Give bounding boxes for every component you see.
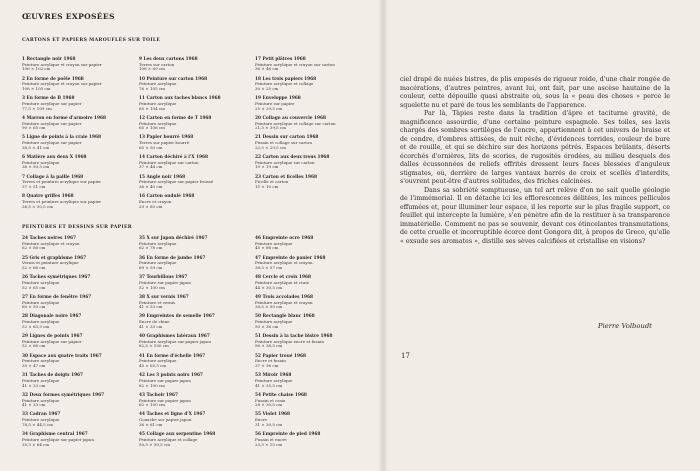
entry-detail: 41 × 33 cm: [139, 323, 163, 329]
entry-title: 10 Peinture sur carton 1968: [139, 76, 208, 82]
entry-title: 37 Tourbillons 1967: [139, 275, 188, 281]
entry-detail: Peinture acrylique encre et fusain: [255, 338, 324, 344]
entry-detail: Peinture acrylique: [139, 100, 177, 106]
entry-detail: 65 × 50 cm: [139, 144, 163, 150]
entry-detail: Peinture acrylique sur papier japon: [139, 338, 211, 344]
entry-detail: 76 × 105 cm: [139, 86, 165, 92]
catalog-entry: [139, 276, 247, 290]
entry-detail: 38,5 × 57 cm: [255, 265, 283, 271]
catalog-entry: [22, 394, 130, 408]
catalog-entry: [22, 276, 130, 290]
catalog-entry: [139, 374, 247, 388]
entry-title: 48 Cercle et croix 1968: [255, 275, 311, 281]
entry-title: 7 Collage à la paille 1968: [22, 174, 84, 180]
catalog-entry: [255, 433, 363, 447]
entry-detail: 78,5 × 44,5 cm: [22, 421, 54, 427]
entry-detail: Peinture acrylique et crayon: [255, 260, 313, 266]
catalog-entry: [139, 117, 247, 131]
entry-title: 22 Carton aux deux trous 1968: [255, 155, 330, 161]
entry-detail: Gouache sur papier japon: [139, 417, 192, 423]
entry-detail: Peinture sur papier japon: [139, 377, 191, 383]
entry-title: 5 Ligne de points à la craie 1968: [22, 135, 101, 141]
section1-column-2: [139, 58, 247, 215]
entry-title: 30 Espace aux quatre traits 1967: [22, 353, 102, 359]
catalog-entry: [139, 257, 247, 271]
entry-detail: 52 × 65 cm: [22, 284, 46, 290]
entry-detail: Peinture acrylique: [255, 319, 293, 325]
catalog-entry: [22, 374, 130, 388]
entry-detail: Peinture acrylique sur papier: [22, 338, 82, 344]
entry-detail: 65 × 106 cm: [139, 125, 165, 131]
entry-detail: Peinture acrylique: [22, 319, 60, 325]
catalog-entry: [255, 315, 363, 329]
entry-detail: 15 × 10 cm: [255, 184, 279, 190]
entry-detail: 22,5 × 29,5 cm: [255, 144, 287, 150]
entry-detail: Vernis et peinture acrylique: [22, 260, 79, 266]
entry-title: 27 En forme de fenêtre 1967: [22, 294, 92, 300]
entry-title: 28 Diagonale noire 1967: [22, 314, 82, 320]
entry-detail: Peinture sur papier japon: [139, 397, 191, 403]
catalog-entry: [255, 355, 363, 369]
entry-title: 33 Cadran 1967: [22, 412, 61, 418]
catalog-entry: [139, 195, 247, 209]
catalog-entry: [139, 394, 247, 408]
entry-detail: Peinture sur papier japon: [139, 279, 191, 285]
section2-column-2: [139, 237, 247, 453]
entry-detail: 77,5 × 109 cm: [22, 105, 52, 111]
entry-detail: Peinture acrylique: [22, 159, 60, 165]
catalog-entry: [255, 276, 363, 290]
entry-title: 19 Enveloppe 1968: [255, 96, 301, 102]
catalog-entry: [255, 237, 363, 251]
essay-paragraph: Par là, Tàpies reste dans la tradition d'âpre et taciturne gravité, de magnificence assourdie, d'une certaine peinture espagnole. Ses toiles, ses lavis chargés des sombres sortilèges de l'encre, appartiennent à cet univers de braise et de cendre, d'ombres attisées, de nuit rêche, d'évidences torrides, couleur de bure et de rouille, et qui se déchire sur des horizons pétrés. Espaces brûlants, déserts écorchés d'ornières, lits de scories, de rugosités érodées, au milieu desquels des dalles écussonnées de reliefs effrités dressent leurs faces blessées d'anguleux stigmates, où, derrière de larges vantaux barrés de croix et scellés d'interdits, s'ouvrent peut-être d'autres solitudes, des friches calcinées.: [400, 110, 670, 185]
catalog-entry: [22, 97, 130, 111]
entry-detail: 90 × 65 cm: [22, 125, 46, 131]
entry-detail: 36 × 61 cm: [139, 421, 163, 427]
catalog-entry: [22, 136, 130, 150]
entry-title: 40 Graphismes latéraux 1967: [139, 334, 210, 340]
entry-title: 11 Carton aux taches blancs 1968: [139, 96, 221, 102]
entry-detail: 69 × 59 cm: [139, 265, 163, 271]
entry-detail: Peinture acrylique et crayon: [22, 240, 80, 246]
entry-title: 35 X sur Japon déchiré 1967: [139, 236, 208, 241]
entry-detail: 23,5 × 15 cm: [255, 441, 283, 447]
entry-detail: 36 × 50,5 cm: [22, 164, 50, 170]
entry-title: 47 Empreinte de panier 1968: [255, 255, 326, 261]
entry-detail: Peinture et vernis: [139, 299, 176, 305]
entry-title: 31 Taches de doigts 1967: [22, 373, 84, 379]
entry-detail: Peinture acrylique et crayon: [255, 299, 313, 305]
essay-paragraph: ciel drapé de nuées bistres, de plis empesés de rigueur roide, d'une chair rongée de macérations, d'autres peintres, avant lui, ont fait, par une ascèse hautaine de la couleur, cette dépouille quasi abstraite où, sous la « peau des choses » perce le squelette nu et paré de tous les semblants de l'apparence.: [400, 76, 670, 109]
catalog-entry: [139, 355, 247, 369]
entry-title: 14 Carton déchiré à l'X 1968: [139, 155, 209, 161]
catalog-entry: [255, 257, 363, 271]
entry-title: 18 Les trois papiers 1968: [255, 76, 317, 82]
entry-detail: 36 × 48 cm: [255, 66, 279, 72]
entry-detail: 56 × 38,5 cm: [255, 343, 283, 349]
catalog-entry: [22, 433, 130, 447]
entry-detail: Peinture acrylique et collage: [139, 436, 198, 442]
entry-detail: Peinture acrylique: [139, 240, 177, 246]
section-heading-peintures: PEINTURES ET DESSINS SUR PAPIER: [22, 225, 132, 230]
entry-detail: 30 × 25 cm: [255, 86, 279, 92]
catalog-entry: [22, 176, 130, 190]
entry-detail: 37 × 44 cm: [139, 164, 163, 170]
entry-title: 45 Collage aux serpentine 1968: [139, 432, 216, 438]
entry-detail: Terres et peinture acrylique sur papier: [22, 179, 102, 185]
entry-detail: Peinture acrylique: [139, 81, 177, 87]
entry-title: 41 En forme d'échelle 1967: [139, 353, 206, 359]
page-number: 17: [401, 352, 410, 360]
entry-detail: 52 × 65,5 cm: [22, 323, 50, 329]
entry-title: 39 Empreintes de semelle 1967: [139, 314, 215, 320]
entry-detail: Peinture acrylique sur papier: [22, 120, 82, 126]
catalog-entry: [139, 433, 247, 447]
entry-title: 13 Papier bourré 1968: [139, 135, 194, 141]
entry-title: 32 Deux formes symétriques 1967: [22, 392, 105, 398]
catalog-entry: [139, 413, 247, 427]
entry-title: 1 Rectangle noir 1968: [22, 57, 76, 62]
entry-detail: Peinture acrylique sur papier froissé: [139, 179, 214, 185]
entry-title: 42 Les 3 points noirs 1967: [139, 373, 203, 379]
catalog-entry: [255, 176, 363, 190]
entry-detail: 35,5 × 64 cm: [22, 441, 50, 447]
entry-detail: Peinture acrylique sur carton: [139, 159, 199, 165]
catalog-entry: [139, 335, 247, 349]
entry-detail: Peinture acrylique: [255, 240, 293, 246]
entry-title: 24 Taches noires 1967: [22, 236, 76, 241]
essay-author: Pierre Volboudt: [598, 322, 652, 330]
entry-detail: Peinture acrylique sur papier: [22, 140, 82, 146]
entry-detail: Peinture acrylique et collage: [255, 81, 314, 87]
entry-detail: 41 × 35,5 cm: [255, 382, 283, 388]
catalog-entry: [255, 117, 363, 131]
section-heading-cartons: CARTONS ET PAPIERS MAROUFLÉS SUR TOILE: [22, 38, 161, 43]
entry-detail: Peinture acrylique et crayon sur papier: [22, 81, 102, 87]
section1-column-3: [255, 58, 363, 195]
entry-detail: 62 × 100 cm: [139, 382, 165, 388]
catalog-entry: [22, 315, 130, 329]
entry-title: 15 Angle noir 1968: [139, 174, 186, 180]
entry-detail: 62 × 86 cm: [22, 245, 46, 251]
entry-detail: 108 × 69 cm: [139, 66, 165, 72]
entry-title: 29 Lignes de points 1967: [22, 334, 83, 340]
entry-detail: Encre et crayon: [139, 198, 172, 204]
catalog-entry: [139, 156, 247, 170]
entry-detail: 41 × 33 cm: [139, 304, 163, 310]
entry-detail: 52 × 100 cm: [139, 284, 165, 290]
entry-detail: Peinture acrylique: [22, 299, 60, 305]
entry-detail: Peinture acrylique et crayon sur carton: [255, 61, 335, 67]
catalog-entry: [22, 237, 130, 251]
entry-detail: 50,5 × 30,5 cm: [139, 441, 171, 447]
catalog-entry: [22, 355, 130, 369]
entry-title: 8 Quatre griffes 1968: [22, 194, 74, 200]
entry-detail: 52 × 66 cm: [22, 343, 46, 349]
entry-detail: 108 × 105 cm: [22, 86, 51, 92]
entry-title: 21 Dessin sur carton 1968: [255, 135, 319, 141]
entry-title: 17 Petit plâtres 1968: [255, 57, 306, 62]
entry-detail: 31 × 30,5 cm: [255, 421, 283, 427]
entry-detail: Fusain et encre: [255, 436, 287, 442]
entry-title: 3 En forme de B 1968: [22, 96, 75, 102]
entry-detail: 36 × 40 cm: [139, 184, 163, 190]
entry-detail: 106 × 102 cm: [22, 66, 51, 72]
catalog-entry: [22, 296, 130, 310]
catalog-entry: [255, 78, 363, 92]
entry-detail: Peinture acrylique: [139, 120, 177, 126]
entry-title: 43 Tachoir 1967: [139, 392, 179, 398]
catalog-entry: [255, 413, 363, 427]
entry-detail: 25 × 29,5 cm: [255, 105, 283, 111]
entry-title: 55 Violet 1968: [255, 412, 291, 418]
catalog-entry: [255, 374, 363, 388]
entry-detail: Ficelle et carton: [255, 179, 289, 185]
catalog-entry: [22, 156, 130, 170]
entry-detail: Terres sur papier bourré: [139, 140, 190, 146]
catalog-entry: [255, 394, 363, 408]
entry-detail: Peinture acrylique et craie: [255, 279, 310, 285]
entry-title: 51 Dessin à la tache bistre 1968: [255, 334, 333, 340]
essay-paragraph: Dans sa sobriété somptueuse, un tel art relève d'on ne sait quelle géologie de l'immémorial. Il en détache ici les efflorescences délitées, les minces pellicules effumées et, pour illuminer leur espace, il les reporte sur le plus fragile support, ce feuillet qui intercepte la lumière, s'en pénètre afin de la restituer à sa transparence immatérielle. Comment ne pas se souvenir, devant ces étincelantes transmutations, de cette cruelle et incorruptible écorce dont Gongora dit, à propos de Greco, qu'elle « exsude ses aromates », distille ses sèves calcifiées et cristallise en visions?: [400, 186, 670, 245]
entry-title: 25 Gris et graphisme 1967: [22, 255, 87, 261]
entry-detail: 26,5 × 30,5 cm: [22, 203, 54, 209]
entry-detail: 21,5 × 39,5 cm: [255, 125, 287, 131]
entry-detail: Peinture acrylique: [255, 377, 293, 383]
entry-detail: 45 × 88 cm: [255, 245, 279, 251]
catalog-entry: [139, 136, 247, 150]
entry-title: 50 Rectangle blanc 1968: [255, 314, 315, 320]
catalog-entry: [139, 58, 247, 72]
entry-title: 36 En forme de jambe 1967: [139, 255, 206, 261]
entry-detail: Peinture acrylique sur papier: [22, 100, 82, 106]
catalog-entry: [255, 335, 363, 349]
catalog-entry: [255, 296, 363, 310]
entry-detail: 52 × 66 cm: [22, 265, 46, 271]
entry-detail: 62 × 78 cm: [139, 245, 163, 251]
section2-column-1: [22, 237, 130, 453]
entry-title: 6 Matière aux deux X 1968: [22, 155, 87, 161]
entry-detail: 65 × 104 cm: [139, 105, 165, 111]
entry-title: 4 Marron en forme d'armoire 1968: [22, 115, 107, 121]
entry-title: 38 X sur vernis 1967: [139, 294, 189, 300]
entry-detail: 35 × 47 cm: [22, 363, 46, 369]
catalog-entry: [255, 136, 363, 150]
entry-detail: Fusain et craie: [255, 397, 286, 403]
catalog-title: ŒUVRES EXPOSÉES: [22, 12, 115, 21]
entry-detail: Peinture acrylique sur carton: [255, 159, 315, 165]
catalog-entry: [139, 237, 247, 251]
entry-title: 53 Miroir 1968: [255, 373, 292, 379]
entry-detail: Peinture acrylique: [139, 260, 177, 266]
section1-column-1: [22, 58, 130, 215]
book-gutter: [378, 0, 388, 471]
entry-detail: Peinture acrylique: [22, 279, 60, 285]
entry-title: 54 Petite chaise 1968: [255, 392, 307, 398]
entry-detail: 38,5 × 41 cm: [22, 144, 50, 150]
entry-detail: Encre: [255, 417, 268, 423]
entry-detail: Terres et peinture acrylique sur papier: [22, 198, 102, 204]
catalog-entry: [139, 296, 247, 310]
entry-detail: 62 × 100 cm: [139, 402, 165, 408]
catalog-entry: [255, 97, 363, 111]
entry-title: 2 En forme de poêle 1968: [22, 76, 84, 82]
entry-detail: Peinture acrylique: [22, 397, 60, 403]
entry-title: 44 Taches et ligne d'X 1967: [139, 412, 206, 418]
entry-detail: 60 × 50 cm: [22, 304, 46, 310]
entry-detail: Terres sur carton: [139, 61, 175, 67]
entry-detail: Peinture acrylique: [139, 358, 177, 364]
catalog-entry: [22, 413, 130, 427]
entry-detail: 29 × 80 cm: [139, 203, 163, 209]
entry-detail: 50 × 36 cm: [255, 323, 279, 329]
catalog-entry: [255, 58, 363, 72]
catalog-entry: [22, 58, 130, 72]
entry-detail: 38,5 × 50 cm: [255, 304, 283, 310]
entry-title: 9 Les deux cartons 1968: [139, 57, 198, 62]
essay-text: [400, 76, 670, 246]
entry-title: 12 Carton en forme de T 1968: [139, 115, 212, 121]
entry-title: 16 Carton ondulé 1968: [139, 194, 195, 200]
catalog-entry: [22, 195, 130, 209]
entry-title: 23 Carton et ficelles 1968: [255, 174, 317, 180]
entry-detail: Fusain et collage sur carton: [255, 140, 312, 146]
catalog-entry: [22, 78, 130, 92]
entry-detail: 45 × 65,5 cm: [139, 363, 167, 369]
entry-title: 49 Trois accolades 1968: [255, 294, 313, 300]
entry-title: 52 Papier troué 1968: [255, 353, 306, 359]
entry-detail: 37 × 51 cm: [22, 184, 46, 190]
catalog-entry: [255, 156, 363, 170]
catalog-entry: [22, 335, 130, 349]
entry-detail: Peinture acrylique: [22, 358, 60, 364]
entry-detail: Peinture acrylique: [22, 377, 60, 383]
entry-title: 46 Empreinte ocre 1968: [255, 236, 314, 241]
entry-detail: 41 × 33 cm: [22, 402, 46, 408]
entry-detail: Peinture acrylique et crayon sur papier: [22, 61, 102, 67]
entry-detail: Peinture sur papier: [255, 100, 295, 106]
catalog-entry: [22, 257, 130, 271]
catalog-entry: [22, 117, 130, 131]
catalog-entry: [139, 97, 247, 111]
entry-detail: Peinture acrylique sur papier japon: [22, 436, 94, 442]
entry-detail: 19 × 19 cm: [255, 164, 279, 170]
entry-title: 56 Empreinte de pied 1968: [255, 432, 321, 438]
entry-detail: 44 × 30,5 cm: [255, 284, 283, 290]
entry-detail: 62,5 × 100 cm: [139, 343, 169, 349]
entry-detail: 41 × 33 cm: [22, 382, 46, 388]
entry-detail: Peinture acrylique: [22, 417, 60, 423]
entry-title: 34 Graphisme central 1967: [22, 432, 88, 438]
catalog-entry: [139, 315, 247, 329]
catalog-entry: [139, 78, 247, 92]
entry-detail: 28 × 30,5 cm: [255, 402, 283, 408]
section2-column-3: [255, 237, 363, 453]
catalog-entry: [139, 176, 247, 190]
entry-detail: Encre et fusain: [255, 358, 286, 364]
entry-title: 20 Collage au couvercle 1968: [255, 115, 326, 121]
entry-detail: 37 × 36 cm: [255, 363, 279, 369]
entry-detail: Peinture acrylique et collage sur carton: [255, 120, 336, 126]
entry-detail: Encre de chine: [139, 319, 170, 325]
entry-title: 26 Taches symétriques 1967: [22, 275, 91, 281]
